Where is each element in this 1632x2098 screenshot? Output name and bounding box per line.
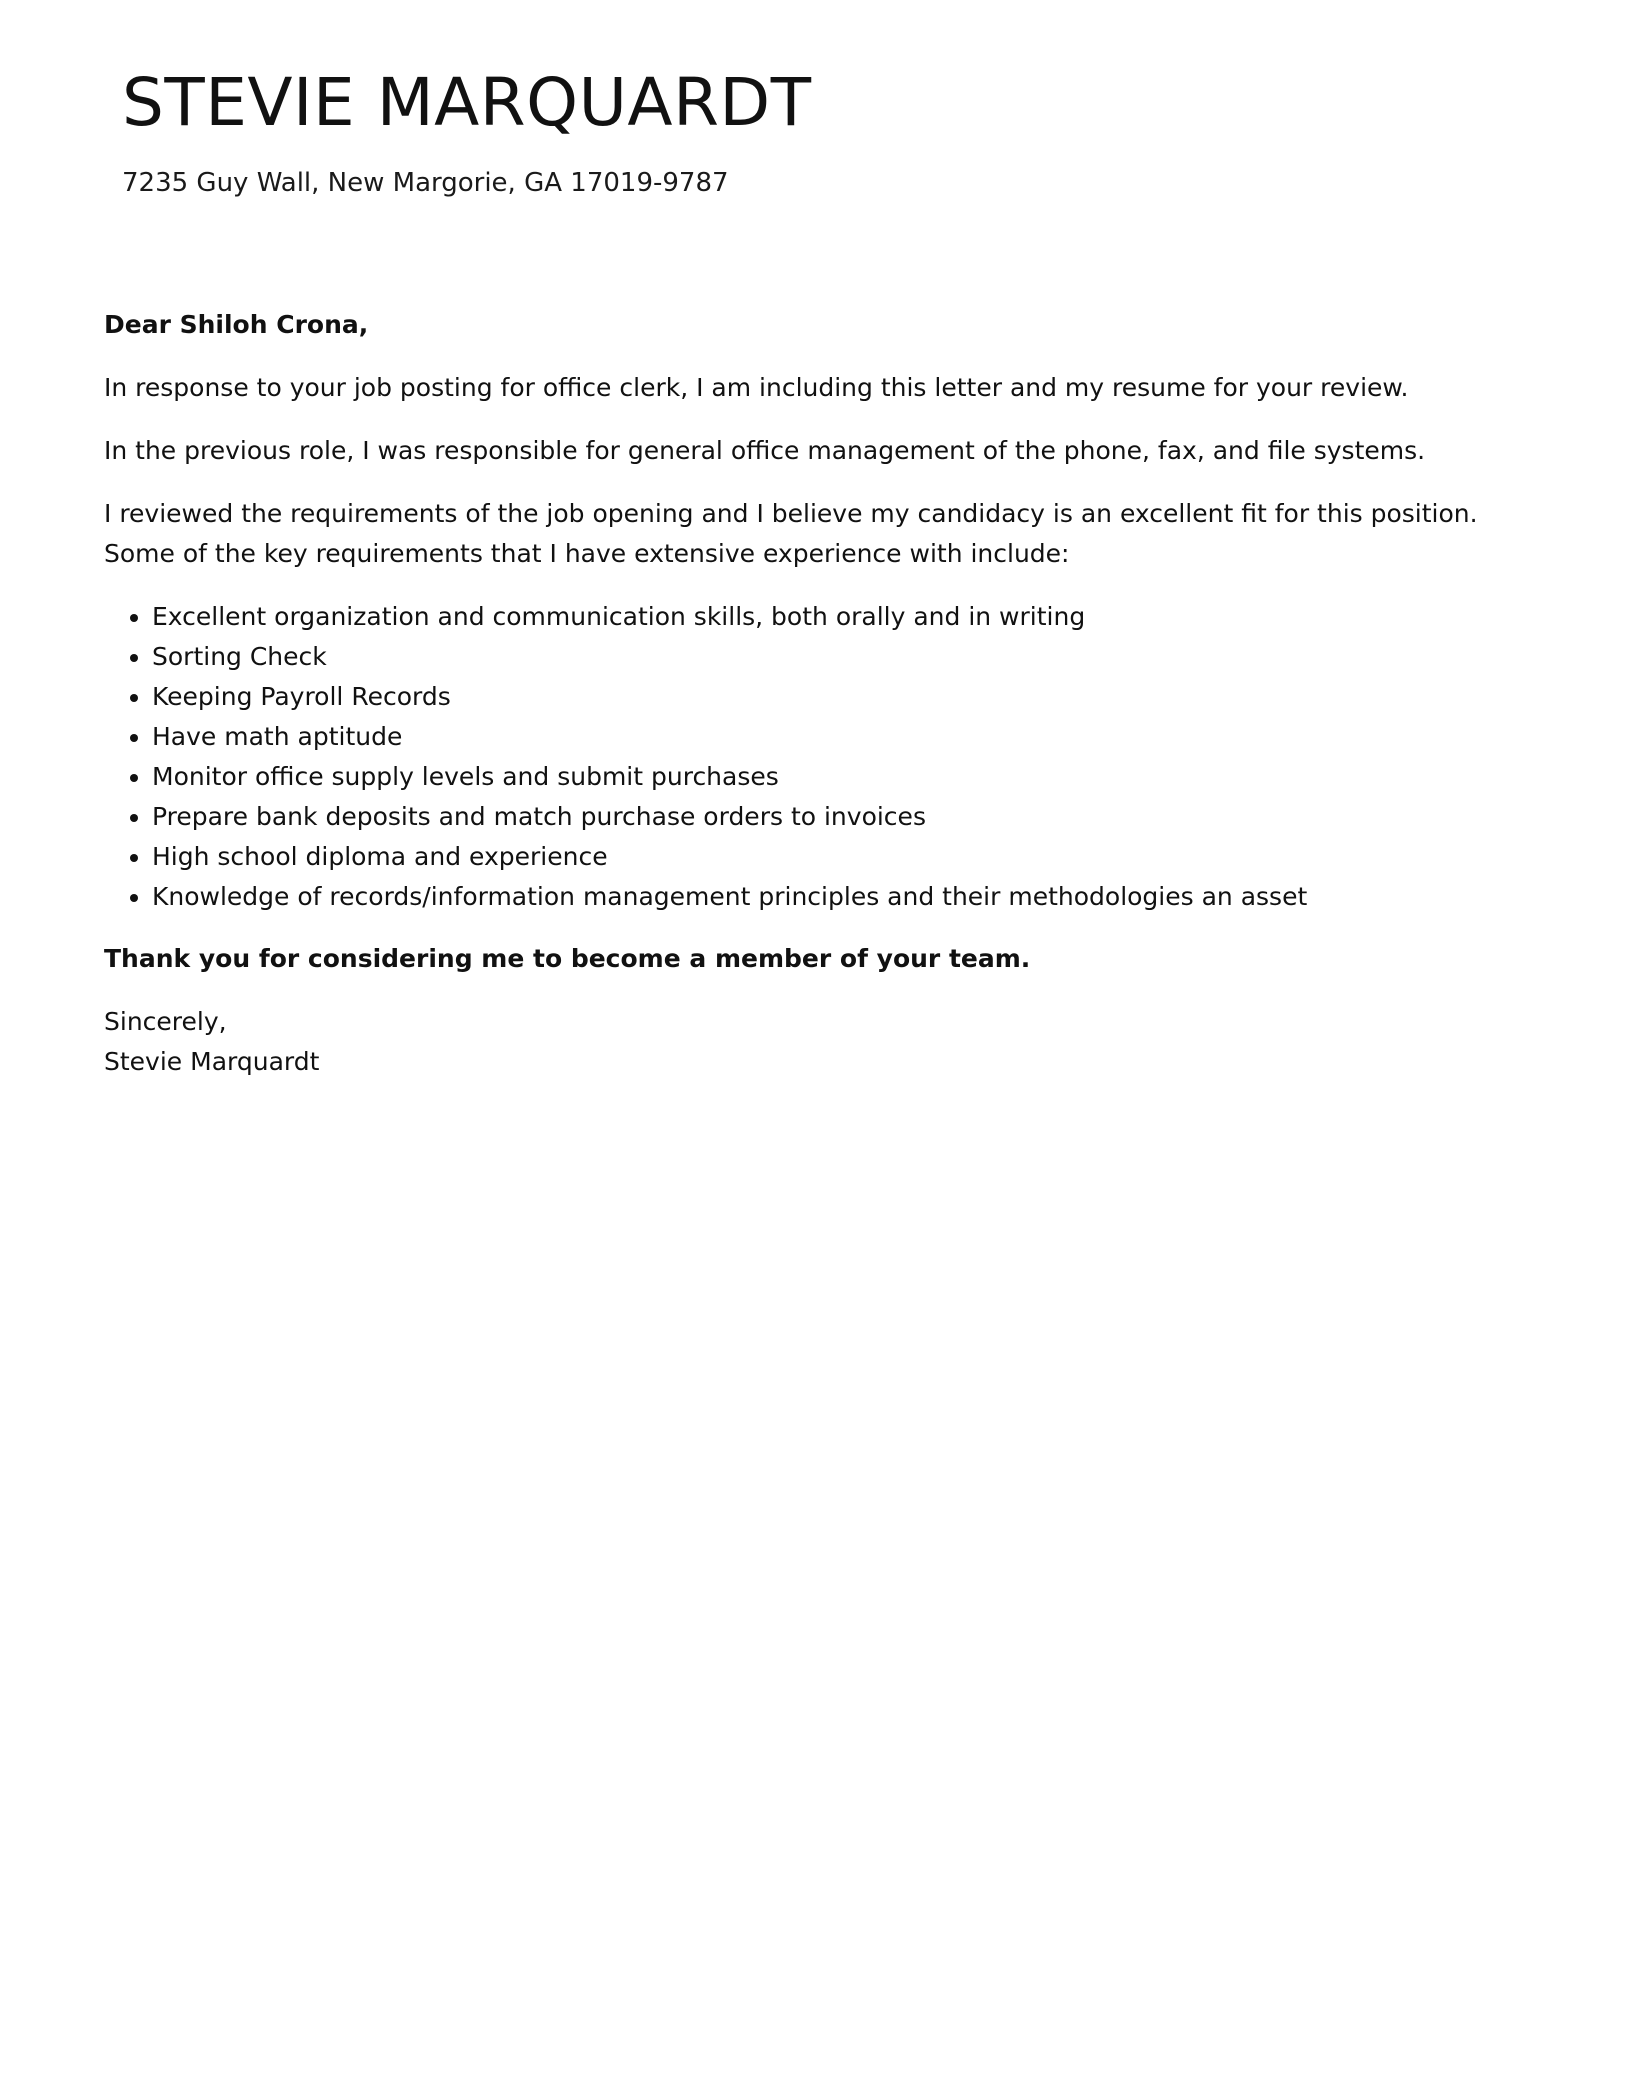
- letter-body: [104, 305, 1544, 1105]
- list-item: • Keeping Payroll Records: [152, 677, 1544, 717]
- list-item: • Excellent organization and communication skills, both orally and in writing: [152, 597, 1544, 637]
- closing-line: Thank you for considering me to become a member of your team.: [104, 944, 1031, 973]
- paragraph-previous-role: In the previous role, I was responsible for general office management of the phone, fax, and file systems.: [104, 436, 1426, 465]
- signoff: [104, 1002, 1544, 1082]
- valediction: Sincerely,: [104, 1007, 227, 1036]
- list-item: • Prepare bank deposits and match purchase orders to invoices: [152, 797, 1544, 837]
- list-item: • Monitor office supply levels and submit purchases: [152, 757, 1544, 797]
- list-item: • Sorting Check: [152, 637, 1544, 677]
- paragraph-intro: In response to your job posting for office clerk, I am including this letter and my resume for your review.: [104, 373, 1409, 402]
- list-item: • Have math aptitude: [152, 717, 1544, 757]
- salutation: Dear Shiloh Crona,: [104, 310, 369, 339]
- applicant-address: 7235 Guy Wall, New Margorie, GA 17019-9787: [122, 168, 729, 198]
- letter-header: [122, 64, 812, 199]
- requirements-list: [104, 597, 1544, 917]
- paragraph-requirements: I reviewed the requirements of the job opening and I believe my candidacy is an excellent fit for this position. Some of the key requirements that I have extensive experience with include:: [104, 499, 1478, 568]
- list-item: • Knowledge of records/information management principles and their methodologies an asset: [152, 877, 1544, 917]
- applicant-name: STEVIE MARQUARDT: [122, 64, 812, 141]
- signature: Stevie Marquardt: [104, 1047, 320, 1076]
- list-item: • High school diploma and experience: [152, 837, 1544, 877]
